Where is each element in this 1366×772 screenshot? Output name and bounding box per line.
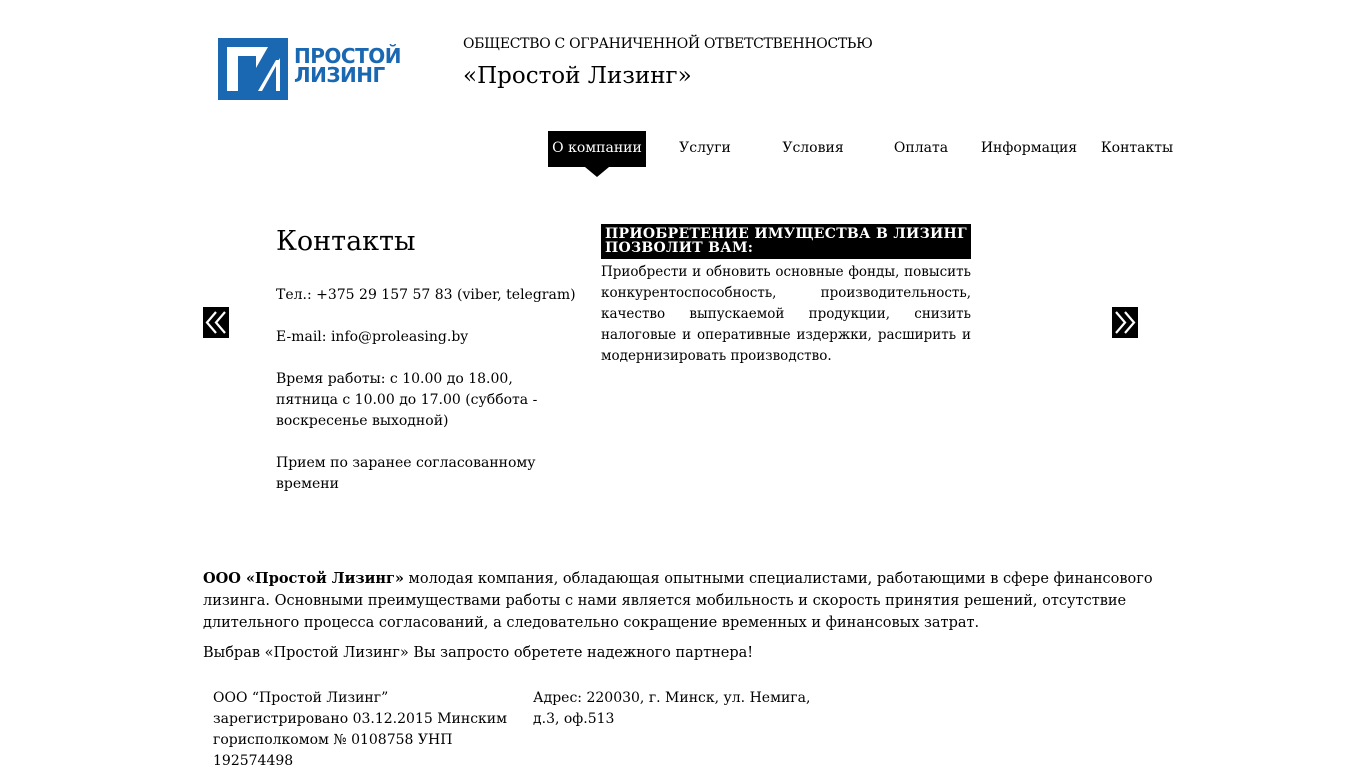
benefit-heading: ПРИОБРЕТЕНИЕ ИМУЩЕСТВА В ЛИЗИНГ ПОЗВОЛИТ ВАМ:	[601, 224, 971, 259]
about-paragraph	[203, 568, 1153, 634]
about-choice: Выбрав «Простой Лизинг» Вы запросто обретете надежного партнера!	[203, 645, 754, 661]
slider-next-button[interactable]	[1112, 307, 1138, 338]
contact-phone: Тел.: +375 29 157 57 83 (viber, telegram)	[276, 287, 576, 303]
contact-hours: Время работы: с 10.00 до 18.00, пятница с 10.00 до 17.00 (суббота - воскресенье выходной)	[276, 371, 538, 429]
nav-item-services[interactable]: Услуги	[679, 140, 731, 156]
double-chevron-right-icon	[1112, 307, 1138, 338]
about-paragraph-text: молодая компания, обладающая опытными специалистами, работающими в сфере финансового лизинга. Основными преимуществами работы с нами является мобильность и скорость принятия решений, отсутствие длительного процесса согласований, а следовательно сокращение временных и финансовых затрат.	[203, 571, 1153, 631]
nav-item-about[interactable]: О компании	[548, 131, 646, 167]
company-logo[interactable]	[218, 38, 408, 100]
double-chevron-left-icon	[203, 307, 229, 338]
nav-item-information[interactable]: Информация	[980, 140, 1078, 156]
footer-registration: ООО “Простой Лизинг” зарегистрировано 03.12.2015 Минским горисполкомом № 0108758 УНП 192574498	[213, 690, 508, 769]
about-section	[203, 568, 1153, 664]
contact-email: E-mail: info@proleasing.by	[276, 329, 469, 345]
slider-prev-button[interactable]	[203, 307, 229, 338]
nav-item-payment[interactable]: Оплата	[893, 140, 949, 156]
benefit-text: Приобрести и обновить основные фонды, повысить конкурентоспособность, производительность, качество выпускаемой продукции, снизить налоговые и оперативные издержки, расширить и модернизировать производство.	[601, 264, 971, 364]
about-company-name: ООО «Простой Лизинг»	[203, 570, 404, 587]
nav-item-contacts[interactable]: Контакты	[1100, 140, 1174, 156]
benefit-block	[601, 224, 971, 367]
org-name-title: «Простой Лизинг»	[463, 63, 692, 89]
org-form-label: ОБЩЕСТВО С ОГРАНИЧЕННОЙ ОТВЕТСТВЕННОСТЬЮ	[463, 36, 873, 52]
logo-text-line1: ПРОСТОЙ	[294, 44, 401, 68]
logo-text-line2: ЛИЗИНГ	[294, 63, 385, 87]
nav-item-conditions[interactable]: Условия	[782, 140, 844, 156]
contacts-title: Контакты	[276, 226, 416, 257]
logo-mark-icon	[218, 38, 288, 100]
contact-appointment: Прием по заранее согласованному времени	[276, 455, 536, 492]
footer-address: Адрес: 220030, г. Минск, ул. Немига, д.3, оф.513	[533, 690, 811, 727]
logo-text	[294, 44, 401, 87]
